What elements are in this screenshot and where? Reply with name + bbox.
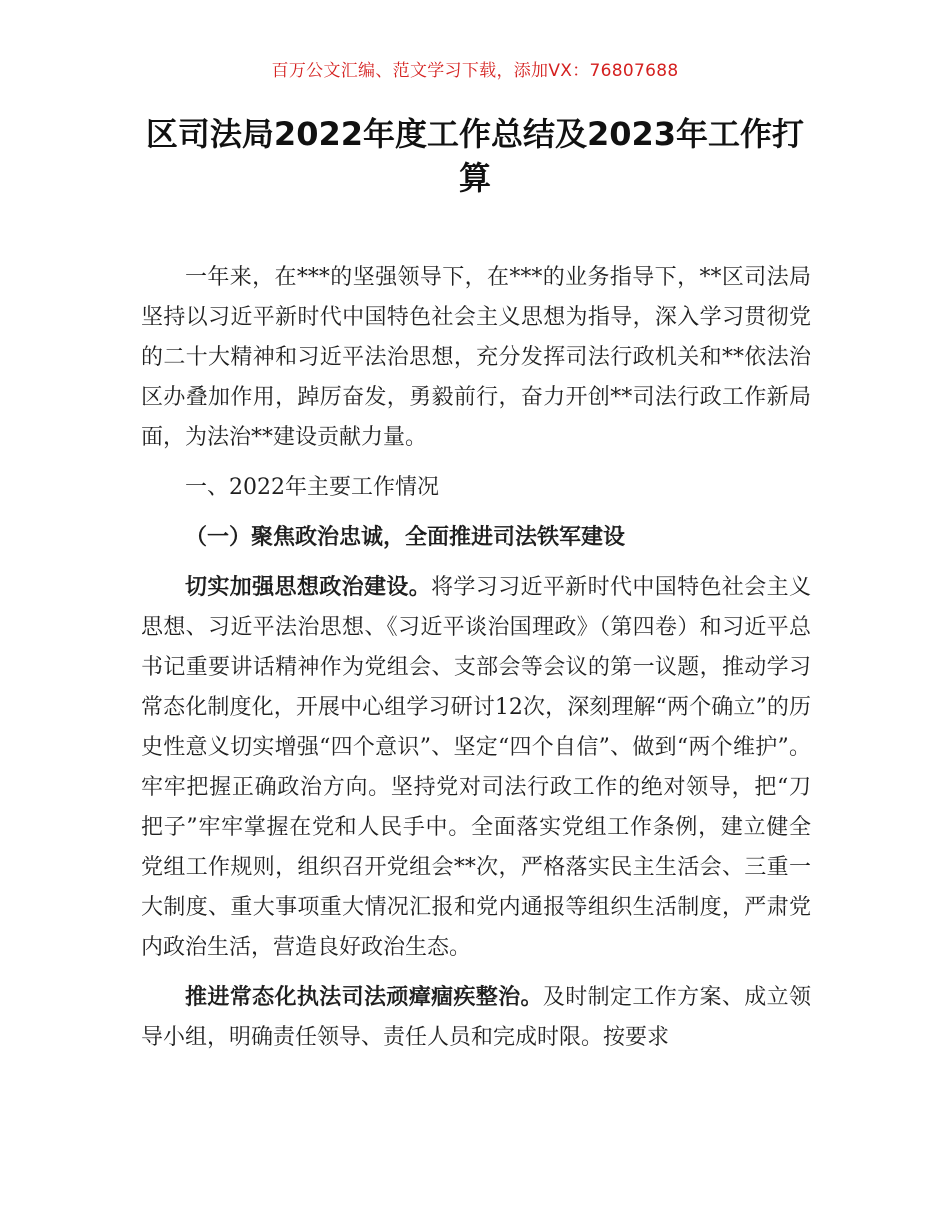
paragraph-lead: 切实加强思想政治建设。 [185, 575, 432, 600]
download-notice: 百万公文汇编、范文学习下载，添加VX：76807688 [271, 61, 679, 81]
paragraph-lead: 推进常态化执法司法顽瘴痼疾整治。 [185, 985, 543, 1010]
paragraph-ideology [141, 568, 811, 968]
document-title: 区司法局2022年度工作总结及2023年工作打算 [145, 115, 805, 197]
paragraph-text: 将学习习近平新时代中国特色社会主义思想、习近平法治思想、《习近平谈治国理政》（第四卷）和习近平总书记重要讲话精神作为党组会、支部会等会议的第一议题，推动学习常态化制度化，开展中心组学习研讨12次，深刻理解“两个确立”的历史性意义切实增强“四个意识”、坚定“四个自信”、做到“两个维护”。牢牢把握正确政治方向。坚持党对司法行政工作的绝对领导，把“刀把子”牢牢掌握在党和人民手中。全面落实党组工作条例，建立健全党组工作规则，组织召开党组会**次，严格落实民主生活会、三重一大制度、重大事项重大情况汇报和党内通报等组织生活制度，严肃党内政治生活，营造良好政治生态。 [141, 575, 811, 960]
subsection-heading: （一）聚焦政治忠诚，全面推进司法铁军建设 [185, 525, 626, 550]
paragraph-text: 及时制定工作方案、成立领导小组，明确责任领导、责任人员和完成时限。按要求 [141, 985, 811, 1050]
document-body [141, 258, 811, 1068]
section-heading: 一、2022年主要工作情况 [185, 475, 439, 500]
paragraph-rectification [141, 978, 811, 1058]
intro-paragraph: 一年来，在***的坚强领导下，在***的业务指导下，**区司法局坚持以习近平新时代中国特色社会主义思想为指导，深入学习贯彻党的二十大精神和习近平法治思想，充分发挥司法行政机关和**依法治区办叠加作用，踔厉奋发，勇毅前行，奋力开创**司法行政工作新局面，为法治**建设贡献力量。 [141, 265, 811, 450]
